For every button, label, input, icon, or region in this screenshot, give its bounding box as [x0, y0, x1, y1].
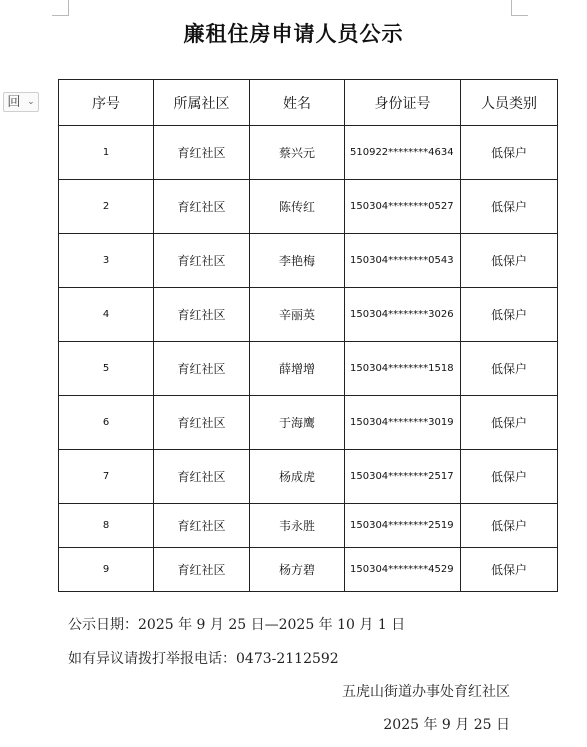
- header-category: 人员类别: [461, 80, 558, 126]
- page-corner-mark-right: [511, 0, 528, 16]
- signature-date: 2025 年 9 月 25 日: [383, 717, 510, 733]
- cell-community: 育红社区: [154, 548, 250, 592]
- cell-name: 辛丽英: [250, 288, 345, 342]
- header-name: 姓名: [250, 80, 345, 126]
- table-move-handle[interactable]: [3, 92, 39, 112]
- header-index: 序号: [59, 80, 154, 126]
- header-id-number: 身份证号: [345, 80, 461, 126]
- notice-period: 公示日期：2025 年 9 月 25 日—2025 年 10 月 1 日: [68, 617, 406, 633]
- cell-community: 育红社区: [154, 126, 250, 180]
- notice-phone: 如有异议请拨打举报电话：0473-2112592: [68, 651, 339, 667]
- cell-index: 2: [59, 180, 154, 234]
- table-row: [59, 288, 558, 342]
- cell-index: 9: [59, 548, 154, 592]
- cell-id-number: 150304********2517: [345, 450, 461, 504]
- cell-index: 8: [59, 504, 154, 548]
- document-title: 廉租住房申请人员公示: [183, 21, 404, 46]
- cell-id-number: 150304********1518: [345, 342, 461, 396]
- cell-community: 育红社区: [154, 504, 250, 548]
- cell-category: 低保户: [461, 396, 558, 450]
- cell-category: 低保户: [461, 126, 558, 180]
- cell-name: 杨方碧: [250, 548, 345, 592]
- cell-name: 陈传红: [250, 180, 345, 234]
- cell-category: 低保户: [461, 548, 558, 592]
- cell-name: 韦永胜: [250, 504, 345, 548]
- cell-community: 育红社区: [154, 450, 250, 504]
- table-row: [59, 342, 558, 396]
- cell-category: 低保户: [461, 234, 558, 288]
- cell-id-number: 150304********3019: [345, 396, 461, 450]
- table-row: [59, 126, 558, 180]
- cell-id-number: 150304********2519: [345, 504, 461, 548]
- table-row: [59, 396, 558, 450]
- header-community: 所属社区: [154, 80, 250, 126]
- table-row: [59, 180, 558, 234]
- cell-index: 5: [59, 342, 154, 396]
- cell-category: 低保户: [461, 342, 558, 396]
- cell-category: 低保户: [461, 450, 558, 504]
- cell-name: 蔡兴元: [250, 126, 345, 180]
- cell-id-number: 150304********0527: [345, 180, 461, 234]
- table-row: [59, 234, 558, 288]
- cell-index: 4: [59, 288, 154, 342]
- table-row: [59, 504, 558, 548]
- chevron-down-icon: ⌄: [27, 97, 35, 107]
- cell-name: 薛增增: [250, 342, 345, 396]
- cell-category: 低保户: [461, 504, 558, 548]
- cell-id-number: 510922********4634: [345, 126, 461, 180]
- cell-id-number: 150304********3026: [345, 288, 461, 342]
- cell-id-number: 150304********4529: [345, 548, 461, 592]
- table-row: [59, 450, 558, 504]
- table-header-row: [59, 80, 558, 126]
- cell-community: 育红社区: [154, 180, 250, 234]
- cell-community: 育红社区: [154, 288, 250, 342]
- cell-index: 6: [59, 396, 154, 450]
- cell-community: 育红社区: [154, 396, 250, 450]
- table-handle-icon: 回: [7, 94, 21, 110]
- cell-id-number: 150304********0543: [345, 234, 461, 288]
- cell-index: 1: [59, 126, 154, 180]
- cell-category: 低保户: [461, 288, 558, 342]
- applicant-table: [58, 79, 558, 592]
- signature-org: 五虎山街道办事处育红社区: [342, 684, 510, 700]
- cell-category: 低保户: [461, 180, 558, 234]
- cell-name: 李艳梅: [250, 234, 345, 288]
- cell-index: 3: [59, 234, 154, 288]
- cell-community: 育红社区: [154, 234, 250, 288]
- table-row: [59, 548, 558, 592]
- cell-name: 于海鹰: [250, 396, 345, 450]
- cell-index: 7: [59, 450, 154, 504]
- cell-name: 杨成虎: [250, 450, 345, 504]
- cell-community: 育红社区: [154, 342, 250, 396]
- page-corner-mark-left: [52, 0, 69, 16]
